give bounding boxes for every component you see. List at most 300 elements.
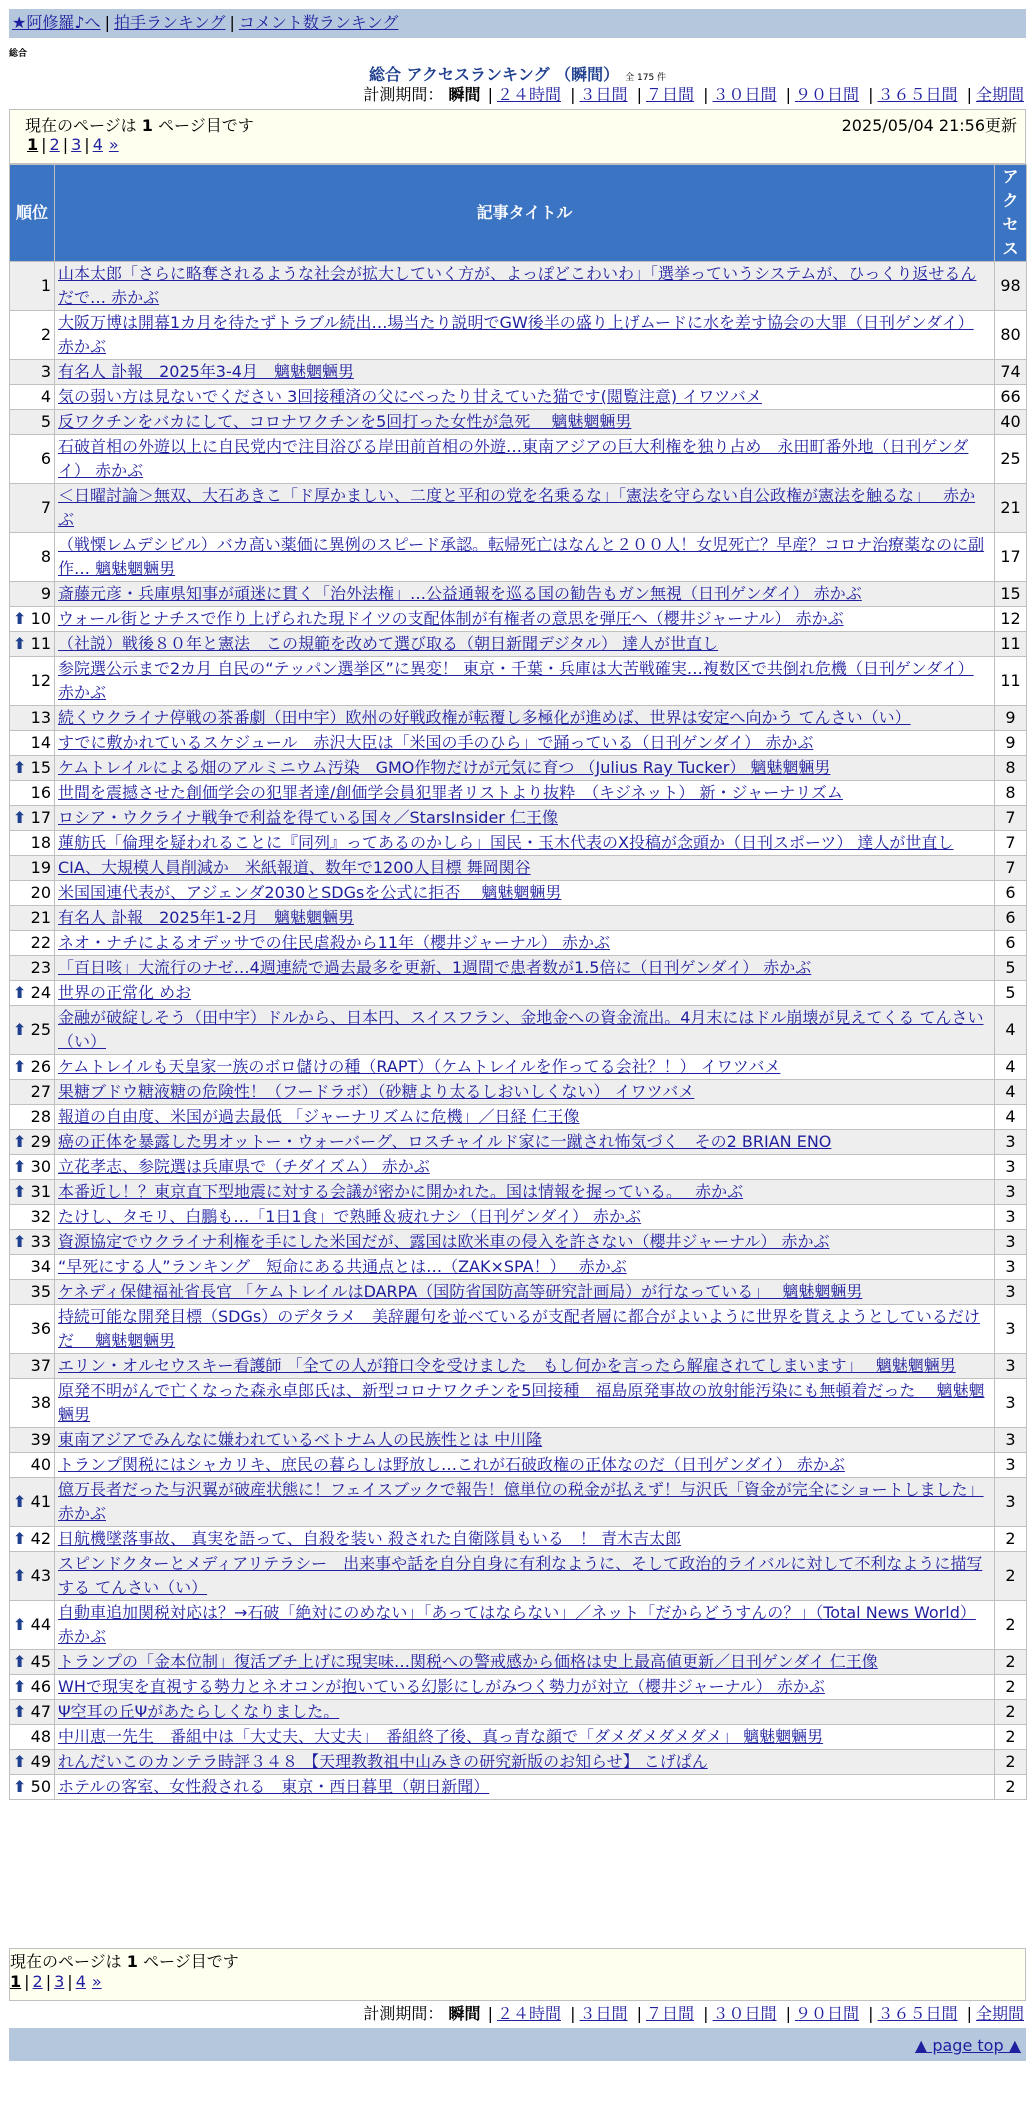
period-selector-bottom: 計測期間： 瞬間 | ２４時間 | ３日間 | ７日間 | ３０日間 | ９０日間 | ３６５日間 | 全期間 xyxy=(363,2004,1024,2023)
access-count: 5 xyxy=(995,981,1027,1006)
category-label: 総合 xyxy=(9,49,28,59)
access-count: 7 xyxy=(995,856,1027,881)
pager-link[interactable]: 2 xyxy=(49,135,60,154)
title-cell xyxy=(55,1650,995,1675)
period-link[interactable]: ７日間 xyxy=(645,85,694,104)
article-title-link[interactable]: ネオ・ナチによるオデッサでの住民虐殺から11年（櫻井ジャーナル） 赤かぶ xyxy=(58,933,611,952)
period-label: 計測期間： xyxy=(363,2004,444,2023)
table-row xyxy=(10,1379,1027,1428)
table-row xyxy=(10,731,1027,756)
rank-number: 37 xyxy=(30,1356,51,1375)
rank-cell xyxy=(10,1601,55,1650)
access-count: 6 xyxy=(995,906,1027,931)
rank-cell xyxy=(10,484,55,533)
title-cell xyxy=(55,881,995,906)
article-title-link[interactable]: トランプ関税にはシャカリキ、庶民の暮らしは野放し…これが石破政権の正体なのだ（日刊ゲンダイ） 赤かぶ xyxy=(58,1455,845,1474)
table-row xyxy=(10,1453,1027,1478)
article-title-link[interactable]: ケネディ保健福祉省長官 「ケムトレイルはDARPA（国防省国防高等研究計画局）が行なっている」 魑魅魍魎男 xyxy=(58,1282,863,1301)
pager-link[interactable]: 4 xyxy=(92,135,103,154)
pager-link[interactable]: 2 xyxy=(32,1972,43,1991)
rank-cell xyxy=(10,1650,55,1675)
rank-up-arrow-icon: ⬆ xyxy=(13,1492,27,1511)
rank-up-arrow-icon: ⬆ xyxy=(13,634,27,653)
article-title-link[interactable]: 「百日咳」大流行のナゼ…4週連続で過去最多を更新、1週間で患者数が1.5倍に（日刊ゲンダイ） 赤かぶ xyxy=(58,958,812,977)
table-row xyxy=(10,1552,1027,1601)
rank-cell xyxy=(10,1105,55,1130)
article-title-link[interactable]: （社説）戦後８０年と憲法 この規範を改めて選び取る（朝日新聞デジタル） 達人が世直し xyxy=(58,634,719,653)
table-row xyxy=(10,931,1027,956)
access-count: 7 xyxy=(995,831,1027,856)
access-count: 40 xyxy=(995,410,1027,435)
period-link[interactable]: ３６５日間 xyxy=(877,85,958,104)
rank-up-arrow-icon: ⬆ xyxy=(13,1232,27,1251)
table-row xyxy=(10,781,1027,806)
table-row xyxy=(10,1230,1027,1255)
ranking-rows xyxy=(10,262,1027,1800)
title-cell xyxy=(55,1379,995,1428)
table-row xyxy=(10,385,1027,410)
table-row xyxy=(10,956,1027,981)
rank-cell xyxy=(10,806,55,831)
article-title-link[interactable]: 反ワクチンをバカにして、コロナワクチンを5回打った女性が急死 魑魅魍魎男 xyxy=(58,412,632,431)
rank-number: 30 xyxy=(30,1157,51,1176)
total-count: 全 175 件 xyxy=(625,73,667,83)
article-title-link[interactable]: ロシア・ウクライナ戦争で利益を得ている国々／StarsInsider 仁王像 xyxy=(58,808,558,827)
title-cell xyxy=(55,311,995,360)
title-cell xyxy=(55,1130,995,1155)
pager-link[interactable]: 3 xyxy=(71,135,82,154)
article-title-link[interactable]: 米国国連代表が、アジェンダ2030とSDGsを公式に拒否 魑魅魍魎男 xyxy=(58,883,562,902)
page-info-top xyxy=(9,109,1026,164)
rank-number: 32 xyxy=(30,1207,51,1226)
access-count: 3 xyxy=(995,1354,1027,1379)
article-title-link[interactable]: （戦慄レムデシビル）バカ高い薬価に異例のスピード承認。転帰死亡はなんと２００人！女児死亡？早産？コロナ治療薬なのに副作… 魑魅魍魎男 xyxy=(58,535,985,578)
rank-cell xyxy=(10,360,55,385)
rank-up-arrow-icon: ⬆ xyxy=(13,808,27,827)
access-count: 3 xyxy=(995,1130,1027,1155)
table-row xyxy=(10,360,1027,385)
table-row xyxy=(10,1428,1027,1453)
rank-number: 49 xyxy=(30,1752,51,1771)
rank-number: 23 xyxy=(30,958,51,977)
access-count: 4 xyxy=(995,1080,1027,1105)
page-top-link[interactable]: ▲ page top ▲ xyxy=(914,2036,1021,2055)
access-count: 3 xyxy=(995,1280,1027,1305)
access-count: 3 xyxy=(995,1205,1027,1230)
nav-applause-ranking-link[interactable]: 拍手ランキング xyxy=(113,13,226,32)
rank-number: 29 xyxy=(30,1132,51,1151)
period-link[interactable]: 全期間 xyxy=(975,85,1024,104)
title-cell xyxy=(55,1775,995,1800)
table-row xyxy=(10,1725,1027,1750)
rank-up-arrow-icon: ⬆ xyxy=(13,1777,27,1796)
article-title-link[interactable]: 続くウクライナ停戦の茶番劇（田中宇）欧州の好戦政権が転覆し多極化が進めば、世界は安定へ向かう てんさい（い） xyxy=(58,708,911,727)
rank-number: 44 xyxy=(30,1615,51,1634)
rank-cell xyxy=(10,981,55,1006)
rank-up-arrow-icon: ⬆ xyxy=(13,1752,27,1771)
col-header-title: 記事タイトル xyxy=(55,165,995,262)
rank-cell xyxy=(10,831,55,856)
rank-up-arrow-icon: ⬆ xyxy=(13,1566,27,1585)
title-cell xyxy=(55,1305,995,1354)
nav-separator: | xyxy=(104,13,110,32)
rank-cell xyxy=(10,1725,55,1750)
period-link[interactable]: ３０日間 xyxy=(712,85,777,104)
article-title-link[interactable]: 立花孝志、参院選は兵庫県で（チダイズム） 赤かぶ xyxy=(58,1157,430,1176)
nav-separator: | xyxy=(229,13,235,32)
title-cell xyxy=(55,435,995,484)
rank-up-arrow-icon: ⬆ xyxy=(13,1132,27,1151)
access-count: 2 xyxy=(995,1527,1027,1552)
table-row xyxy=(10,706,1027,731)
table-row xyxy=(10,484,1027,533)
title-cell xyxy=(55,856,995,881)
access-count: 4 xyxy=(995,1105,1027,1130)
updated-timestamp: 2025/05/04 21:56更新 xyxy=(841,116,1017,135)
title-cell xyxy=(55,906,995,931)
rank-cell xyxy=(10,1700,55,1725)
rank-up-arrow-icon: ⬆ xyxy=(13,1057,27,1076)
access-count: 25 xyxy=(995,435,1027,484)
article-title-link[interactable]: ウォール街とナチスで作り上げられた現ドイツの支配体制が有権者の意思を弾圧へ（櫻井ジャーナル） 赤かぶ xyxy=(58,609,844,628)
rank-cell xyxy=(10,632,55,657)
rank-cell xyxy=(10,781,55,806)
period-link[interactable]: 全期間 xyxy=(975,2004,1024,2023)
title-cell xyxy=(55,1055,995,1080)
title-cell xyxy=(55,981,995,1006)
article-title-link[interactable]: ホテルの客室、女性殺される 東京・西日暮里（朝日新聞） xyxy=(58,1777,490,1796)
article-title-link[interactable]: すでに敷かれているスケジュール 赤沢大臣は「米国の手のひら」で踊っている（日刊ゲンダイ） 赤かぶ xyxy=(58,733,814,752)
rank-cell xyxy=(10,385,55,410)
period-link[interactable]: ９０日間 xyxy=(794,85,859,104)
article-title-link[interactable]: スピンドクターとメディアリテラシー 出来事や話を自分自身に有利なように、そして政治的ライバルに対して不利なように描写する てんさい（い） xyxy=(58,1554,983,1597)
table-row xyxy=(10,262,1027,311)
rank-cell xyxy=(10,1130,55,1155)
table-row xyxy=(10,1601,1027,1650)
article-title-link[interactable]: 東南アジアでみんなに嫌われているベトナム人の民族性とは 中川隆 xyxy=(58,1430,543,1449)
title-cell xyxy=(55,1428,995,1453)
current-page-text: 現在のページは 1 ページ目です xyxy=(25,116,254,135)
rank-number: 41 xyxy=(30,1492,51,1511)
footer-bar xyxy=(9,2028,1026,2061)
table-row xyxy=(10,1155,1027,1180)
rank-number: 45 xyxy=(30,1652,51,1671)
access-count: 2 xyxy=(995,1601,1027,1650)
rank-cell xyxy=(10,311,55,360)
article-title-link[interactable]: ＜日曜討論＞無双、大石あきこ「ド厚かましい、二度と平和の党を名乗るな」「憲法を守らない自公政権が憲法を触るな」 赤かぶ xyxy=(58,486,976,529)
article-title-link[interactable]: 世間を震撼させた創価学会の犯罪者達/創価学会員犯罪者リストより抜粋 （キジネット） 新・ジャーナリズム xyxy=(58,783,843,802)
rank-number: 28 xyxy=(30,1107,51,1126)
title-cell xyxy=(55,1006,995,1055)
rank-cell xyxy=(10,1006,55,1055)
article-title-link[interactable]: 報道の自由度、米国が過去最低 「ジャーナリズムに危機」／日経 仁王像 xyxy=(58,1107,580,1126)
title-cell xyxy=(55,262,995,311)
rank-cell xyxy=(10,1354,55,1379)
rank-cell xyxy=(10,856,55,881)
rank-cell xyxy=(10,1255,55,1280)
table-row xyxy=(10,806,1027,831)
rank-number: 31 xyxy=(30,1182,51,1201)
rank-cell xyxy=(10,1180,55,1205)
access-count: 2 xyxy=(995,1675,1027,1700)
title-cell xyxy=(55,781,995,806)
access-count: 6 xyxy=(995,881,1027,906)
title-cell xyxy=(55,1080,995,1105)
rank-cell xyxy=(10,1080,55,1105)
article-title-link[interactable]: “早死にする人”ランキング 短命にある共通点とは…（ZAK×SPA！） 赤かぶ xyxy=(58,1257,627,1276)
rank-number: 25 xyxy=(30,1020,51,1039)
rank-up-arrow-icon: ⬆ xyxy=(13,1529,27,1548)
table-row xyxy=(10,1130,1027,1155)
access-count: 3 xyxy=(995,1180,1027,1205)
table-row xyxy=(10,632,1027,657)
rank-number: 48 xyxy=(30,1727,51,1746)
rank-cell xyxy=(10,1155,55,1180)
table-row xyxy=(10,831,1027,856)
rank-up-arrow-icon: ⬆ xyxy=(13,1702,27,1721)
table-row xyxy=(10,1105,1027,1130)
period-link[interactable]: ９０日間 xyxy=(794,2004,859,2023)
article-title-link[interactable]: 石破首相の外遊以上に自民党内で注目浴びる岸田前首相の外遊…東南アジアの巨大利権を独り占め 永田町番外地（日刊ゲンダイ） 赤かぶ xyxy=(58,437,969,480)
rank-cell xyxy=(10,410,55,435)
rank-up-arrow-icon: ⬆ xyxy=(13,983,27,1002)
article-title-link[interactable]: 癌の正体を暴露した男オットー・ウォーバーグ、ロスチャイルド家に一蹴され怖気づく その2 BRIAN ENO xyxy=(58,1132,832,1151)
table-row xyxy=(10,1006,1027,1055)
title-cell xyxy=(55,582,995,607)
rank-cell xyxy=(10,582,55,607)
title-cell xyxy=(55,1552,995,1601)
article-title-link[interactable]: 自動車追加関税対応は？→石破「絶対にのめない」「あってはならない」／ネット「だからどうすんの？」（Total News World） 赤かぶ xyxy=(58,1603,976,1646)
top-navigation-bar xyxy=(9,9,1026,38)
access-count: 2 xyxy=(995,1775,1027,1800)
article-title-link[interactable]: 参院選公示まで2カ月 自民の“テッパン選挙区”に異変！ 東京・千葉・兵庫は大苦戦確実…複数区で共倒れ危機（日刊ゲンダイ） 赤かぶ xyxy=(58,659,974,702)
article-title-link[interactable]: 億万長者だった与沢翼が破産状態に！フェイスブックで報告！億単位の税金が払えず！与沢氏「資金が完全にショートしました」 赤かぶ xyxy=(58,1480,984,1523)
access-count: 3 xyxy=(995,1255,1027,1280)
article-title-link[interactable]: 金融が破綻しそう（田中宇）ドルから、日本円、スイスフラン、金地金への資金流出。4月末にはドル崩壊が見えてくる てんさい（い） xyxy=(58,1008,984,1051)
rank-cell xyxy=(10,1379,55,1428)
period-link[interactable]: ２４時間 xyxy=(496,85,561,104)
access-count: 8 xyxy=(995,781,1027,806)
article-title-link[interactable]: れんだいこのカンテラ時評３４８ 【天理教教祖中山みきの研究新版のお知らせ】 こげぱん xyxy=(58,1752,708,1771)
access-count: 3 xyxy=(995,1428,1027,1453)
table-row xyxy=(10,906,1027,931)
rank-number: 40 xyxy=(30,1455,51,1474)
title-cell xyxy=(55,956,995,981)
title-cell xyxy=(55,756,995,781)
rank-cell xyxy=(10,1428,55,1453)
access-count: 21 xyxy=(995,484,1027,533)
rank-cell xyxy=(10,1305,55,1354)
access-count: 98 xyxy=(995,262,1027,311)
access-count: 80 xyxy=(995,311,1027,360)
title-cell xyxy=(55,1453,995,1478)
access-count: 11 xyxy=(995,657,1027,706)
table-row xyxy=(10,1527,1027,1552)
rank-number: 42 xyxy=(30,1529,51,1548)
title-cell xyxy=(55,607,995,632)
rank-cell xyxy=(10,533,55,582)
pager-link[interactable]: 3 xyxy=(54,1972,65,1991)
article-title-link[interactable]: エリン・オルセウスキー看護師 「全ての人が箝口令を受けました もし何かを言ったら解雇されてしまいます」 魑魅魍魎男 xyxy=(58,1356,956,1375)
article-title-link[interactable]: トランプの「金本位制」復活ブチ上げに現実味…関税への警戒感から価格は史上最高値更新／日刊ゲンダイ 仁王像 xyxy=(58,1652,878,1671)
period-current: 瞬間 xyxy=(448,85,481,104)
article-title-link[interactable]: 有名人 訃報 2025年1-2月 魑魅魍魎男 xyxy=(58,908,354,927)
rank-number: 17 xyxy=(30,808,51,827)
rank-number: 10 xyxy=(30,609,51,628)
rank-number: 2 xyxy=(40,325,51,344)
period-link[interactable]: ３０日間 xyxy=(712,2004,777,2023)
article-title-link[interactable]: 気の弱い方は見ないでください 3回接種済の父にべったり甘えていた猫です(閲覧注意) イワツバメ xyxy=(58,387,762,406)
nav-home-link[interactable]: ★阿修羅♪へ xyxy=(12,13,101,32)
rank-number: 5 xyxy=(40,412,51,431)
period-link[interactable]: ３６５日間 xyxy=(877,2004,958,2023)
rank-number: 24 xyxy=(30,983,51,1002)
article-title-link[interactable]: 果糖ブドウ糖液糖の危険性！（フードラボ）（砂糖より太るしおいしくない） イワツバメ xyxy=(58,1082,695,1101)
rank-cell xyxy=(10,657,55,706)
article-title-link[interactable]: ケムトレイルによる畑のアルミニウム汚染 GMO作物だけが元気に育つ （Julius Ray Tucker） 魑魅魍魎男 xyxy=(58,758,831,777)
access-count: 6 xyxy=(995,931,1027,956)
rank-number: 35 xyxy=(30,1282,51,1301)
rank-number: 13 xyxy=(30,708,51,727)
article-title-link[interactable]: 原発不明がんで亡くなった森永卓郎氏は、新型コロナワクチンを5回接種 福島原発事故の放射能汚染にも無頓着だった 魑魅魍魎男 xyxy=(58,1381,985,1424)
table-row xyxy=(10,1055,1027,1080)
title-cell xyxy=(55,1601,995,1650)
period-link[interactable]: ７日間 xyxy=(645,2004,694,2023)
rank-number: 9 xyxy=(40,584,51,603)
access-count: 11 xyxy=(995,632,1027,657)
pager-next[interactable]: » xyxy=(108,135,119,154)
page-info-bottom xyxy=(9,1948,1026,2001)
rank-cell xyxy=(10,1453,55,1478)
table-row xyxy=(10,856,1027,881)
table-row xyxy=(10,311,1027,360)
title-cell xyxy=(55,1180,995,1205)
pager-next[interactable]: » xyxy=(91,1972,102,1991)
rank-number: 11 xyxy=(30,634,51,653)
access-count: 9 xyxy=(995,731,1027,756)
rank-up-arrow-icon: ⬆ xyxy=(13,1020,27,1039)
article-title-link[interactable]: 中川恵一先生 番組中は「大丈夫、大丈夫」 番組終了後、真っ青な顔で「ダメダメダメダメ」 魑魅魍魎男 xyxy=(58,1727,824,1746)
access-count: 2 xyxy=(995,1750,1027,1775)
title-cell xyxy=(55,1230,995,1255)
table-row xyxy=(10,607,1027,632)
rank-number: 38 xyxy=(30,1393,51,1412)
rank-cell xyxy=(10,1775,55,1800)
access-count: 66 xyxy=(995,385,1027,410)
access-count: 2 xyxy=(995,1700,1027,1725)
article-title-link[interactable]: 大阪万博は開幕1カ月を待たずトラブル続出…場当たり説明でGW後半の盛り上げムードに水を差す協会の大罪（日刊ゲンダイ） 赤かぶ xyxy=(58,313,974,356)
table-row xyxy=(10,1478,1027,1527)
title-cell xyxy=(55,632,995,657)
access-count: 8 xyxy=(995,756,1027,781)
title-cell xyxy=(55,1675,995,1700)
article-title-link[interactable]: 斎藤元彦・兵庫県知事が頑迷に貫く「治外法権」…公益通報を巡る国の勧告もガン無視（日刊ゲンダイ） 赤かぶ xyxy=(58,584,862,603)
article-title-link[interactable]: 蓮舫氏「倫理を疑われることに『同列』ってあるのかしら」国民・玉木代表のX投稿が念頭か（日刊スポーツ） 達人が世直し xyxy=(58,833,954,852)
rank-number: 43 xyxy=(30,1566,51,1585)
article-title-link[interactable]: 持続可能な開発目標（SDGs）のデタラメ 美辞麗句を並べているが支配者層に都合がよいように世界を貰えようとしているだけだ 魑魅魍魎男 xyxy=(58,1307,980,1350)
article-title-link[interactable]: 山本太郎「さらに略奪されるような社会が拡大していく方が、よっぽどこわいわ」「選挙っていうシステムが、ひっくり返せるんだで… 赤かぶ xyxy=(58,264,977,307)
rank-cell xyxy=(10,906,55,931)
rank-number: 50 xyxy=(30,1777,51,1796)
article-title-link[interactable]: Ψ空耳の丘Ψがあたらしくなりました。 xyxy=(58,1702,340,1721)
table-row xyxy=(10,1205,1027,1230)
table-row xyxy=(10,1675,1027,1700)
rank-number: 39 xyxy=(30,1430,51,1449)
rank-number: 7 xyxy=(40,498,51,517)
rank-number: 8 xyxy=(40,547,51,566)
table-row xyxy=(10,1305,1027,1354)
page-title-text: 総合 アクセスランキング （瞬間） xyxy=(368,65,620,84)
table-row xyxy=(10,1650,1027,1675)
access-count: 3 xyxy=(995,1305,1027,1354)
rank-cell xyxy=(10,1280,55,1305)
table-row xyxy=(10,1775,1027,1800)
rank-number: 21 xyxy=(30,908,51,927)
rank-up-arrow-icon: ⬆ xyxy=(13,1652,27,1671)
rank-number: 15 xyxy=(30,758,51,777)
article-title-link[interactable]: 世界の正常化 めお xyxy=(58,983,192,1002)
table-row xyxy=(10,1354,1027,1379)
access-count: 5 xyxy=(995,956,1027,981)
rank-number: 26 xyxy=(30,1057,51,1076)
title-cell xyxy=(55,706,995,731)
rank-cell xyxy=(10,435,55,484)
rank-cell xyxy=(10,1230,55,1255)
article-title-link[interactable]: CIA、大規模人員削減か 米紙報道、数年で1200人目標 舞岡関谷 xyxy=(58,858,531,877)
period-link[interactable]: ３日間 xyxy=(579,85,628,104)
page-title xyxy=(0,62,1035,85)
rank-number: 6 xyxy=(40,449,51,468)
table-row xyxy=(10,1280,1027,1305)
article-title-link[interactable]: 日航機墜落事故、 真実を語って、自殺を装い 殺された自衛隊員もいる ！ 青木吉太郎 xyxy=(58,1529,681,1548)
col-header-rank: 順位 xyxy=(10,165,55,262)
title-cell xyxy=(55,1354,995,1379)
article-title-link[interactable]: 有名人 訃報 2025年3-4月 魑魅魍魎男 xyxy=(58,362,354,381)
access-count: 74 xyxy=(995,360,1027,385)
access-count: 7 xyxy=(995,806,1027,831)
rank-up-arrow-icon: ⬆ xyxy=(13,1615,27,1634)
title-cell xyxy=(55,1155,995,1180)
title-cell xyxy=(55,931,995,956)
rank-up-arrow-icon: ⬆ xyxy=(13,609,27,628)
title-cell xyxy=(55,1205,995,1230)
rank-cell xyxy=(10,706,55,731)
title-cell xyxy=(55,1750,995,1775)
article-title-link[interactable]: 本番近し！？東京直下型地震に対する会議が密かに開かれた。国は情報を握っている。 赤かぶ xyxy=(58,1182,744,1201)
table-row xyxy=(10,657,1027,706)
table-row xyxy=(10,1080,1027,1105)
pager-link[interactable]: 4 xyxy=(75,1972,86,1991)
title-cell xyxy=(55,731,995,756)
rank-cell xyxy=(10,881,55,906)
article-title-link[interactable]: ケムトレイルも天皇家一族のボロ儲けの種（RAPT）（ケムトレイルを作ってる会社？！） イワツバメ xyxy=(58,1057,781,1076)
title-cell xyxy=(55,533,995,582)
table-row xyxy=(10,756,1027,781)
table-row xyxy=(10,582,1027,607)
article-title-link[interactable]: たけし、タモリ、白鵬も…「1日1食」で熟睡＆疲れナシ（日刊ゲンダイ） 赤かぶ xyxy=(58,1207,642,1226)
period-link[interactable]: ２４時間 xyxy=(496,2004,561,2023)
article-title-link[interactable]: WHで現実を直視する勢力とネオコンが抱いている幻影にしがみつく勢力が対立（櫻井ジャーナル） 赤かぶ xyxy=(58,1677,825,1696)
rank-cell xyxy=(10,1527,55,1552)
article-title-link[interactable]: 資源協定でウクライナ利権を手にした米国だが、露国は欧米車の侵入を許さない（櫻井ジャーナル） 赤かぶ xyxy=(58,1232,830,1251)
access-count: 12 xyxy=(995,607,1027,632)
access-count: 3 xyxy=(995,1379,1027,1428)
rank-cell xyxy=(10,262,55,311)
period-link[interactable]: ３日間 xyxy=(579,2004,628,2023)
period-current: 瞬間 xyxy=(448,2004,481,2023)
nav-comment-ranking-link[interactable]: コメント数ランキング xyxy=(238,13,399,32)
current-page-text: 現在のページは 1 ページ目です xyxy=(10,1952,239,1971)
